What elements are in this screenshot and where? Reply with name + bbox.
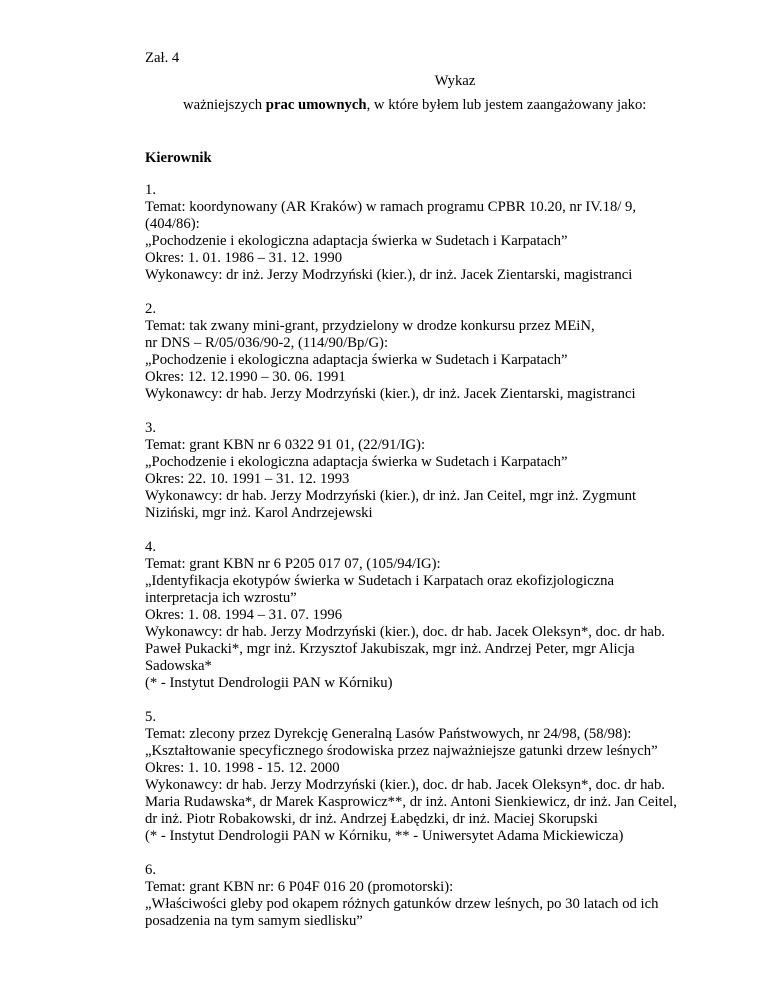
project-line: „Identyfikacja ekotypów świerka w Sudetach i Karpatach oraz ekofizjologiczna <box>145 573 614 589</box>
project-line: Maria Rudawska*, dr Marek Kasprowicz**, dr inż. Antoni Sienkiewicz, dr inż. Jan Ceitel, <box>145 794 677 810</box>
project-number: 3. <box>145 420 157 436</box>
project-item <box>145 420 745 522</box>
project-line: Okres: 1. 01. 1986 – 31. 12. 1990 <box>145 250 343 266</box>
section-heading: Kierownik <box>145 150 212 166</box>
project-line: nr DNS – R/05/036/90-2, (114/90/Bp/G): <box>145 335 389 351</box>
project-line: „Kształtowanie specyficznego środowiska przez najważniejsze gatunki drzew leśnych” <box>145 743 658 759</box>
project-number: 6. <box>145 862 157 878</box>
project-line: Wykonawcy: dr hab. Jerzy Modrzyński (kier.), doc. dr hab. Jacek Oleksyn*, doc. dr hab. <box>145 777 665 793</box>
project-line: Wykonawcy: dr hab. Jerzy Modrzyński (kier.), dr inż. Jan Ceitel, mgr inż. Zygmunt <box>145 488 637 504</box>
project-line: posadzenia na tym samym siedlisku” <box>145 913 363 929</box>
project-list <box>145 182 745 930</box>
subtitle-text-after: , w które byłem lub jestem zaangażowany jako: <box>366 97 647 113</box>
project-line: Paweł Pukacki*, mgr inż. Krzysztof Jakubiszak, mgr inż. Andrzej Peter, mgr Alicja <box>145 641 635 657</box>
project-line: (* - Instytut Dendrologii PAN w Kórniku) <box>145 675 393 691</box>
document-title: Wykaz <box>434 73 476 89</box>
project-item <box>145 539 745 692</box>
project-number: 5. <box>145 709 157 725</box>
document-page <box>145 50 745 947</box>
project-line: Okres: 12. 12.1990 – 30. 06. 1991 <box>145 369 346 385</box>
project-line: Sadowska* <box>145 658 212 674</box>
project-line: (* - Instytut Dendrologii PAN w Kórniku, ** - Uniwersytet Adama Mickiewicza) <box>145 828 624 844</box>
project-line: Wykonawcy: dr inż. Jerzy Modrzyński (kier.), dr inż. Jacek Zientarski, magistranci <box>145 267 633 283</box>
project-item <box>145 709 745 845</box>
project-number: 2. <box>145 301 157 317</box>
annex-label: Zał. 4 <box>145 50 180 66</box>
subtitle-text-before: ważniejszych <box>183 97 263 113</box>
project-line: „Pochodzenie i ekologiczna adaptacja świerka w Sudetach i Karpatach” <box>145 233 568 249</box>
project-line: Temat: koordynowany (AR Kraków) w ramach programu CPBR 10.20, nr IV.18/ 9, <box>145 199 637 215</box>
project-line: „Pochodzenie i ekologiczna adaptacja świerka w Sudetach i Karpatach” <box>145 454 568 470</box>
project-item <box>145 862 745 930</box>
project-line: Okres: 1. 08. 1994 – 31. 07. 1996 <box>145 607 343 623</box>
project-line: Niziński, mgr inż. Karol Andrzejewski <box>145 505 373 521</box>
project-line: Wykonawcy: dr hab. Jerzy Modrzyński (kier.), dr inż. Jacek Zientarski, magistranci <box>145 386 636 402</box>
project-line: Temat: zlecony przez Dyrekcję Generalną Lasów Państwowych, nr 24/98, (58/98): <box>145 726 632 742</box>
project-line: interpretacja ich wzrostu” <box>145 590 297 606</box>
document-subtitle <box>183 97 745 114</box>
project-item <box>145 182 745 284</box>
project-line: Wykonawcy: dr hab. Jerzy Modrzyński (kier.), doc. dr hab. Jacek Oleksyn*, doc. dr hab. <box>145 624 665 640</box>
project-number: 4. <box>145 539 157 555</box>
project-number: 1. <box>145 182 157 198</box>
project-line: „Pochodzenie i ekologiczna adaptacja świerka w Sudetach i Karpatach” <box>145 352 568 368</box>
subtitle-bold-text: prac umownych <box>265 97 367 113</box>
project-line: (404/86): <box>145 216 200 232</box>
project-line: „Właściwości gleby pod okapem różnych gatunków drzew leśnych, po 30 latach od ich <box>145 896 659 912</box>
project-line: Temat: grant KBN nr 6 0322 91 01, (22/91/IG): <box>145 437 426 453</box>
project-line: Okres: 22. 10. 1991 – 31. 12. 1993 <box>145 471 350 487</box>
project-line: Temat: grant KBN nr: 6 P04F 016 20 (promotorski): <box>145 879 454 895</box>
project-line: dr inż. Piotr Robakowski, dr inż. Andrzej Łabędzki, dr inż. Maciej Skorupski <box>145 811 598 827</box>
project-line: Okres: 1. 10. 1998 - 15. 12. 2000 <box>145 760 340 776</box>
project-line: Temat: tak zwany mini-grant, przydzielony w drodze konkursu przez MEiN, <box>145 318 595 334</box>
project-line: Temat: grant KBN nr 6 P205 017 07, (105/94/IG): <box>145 556 441 572</box>
project-item <box>145 301 745 403</box>
